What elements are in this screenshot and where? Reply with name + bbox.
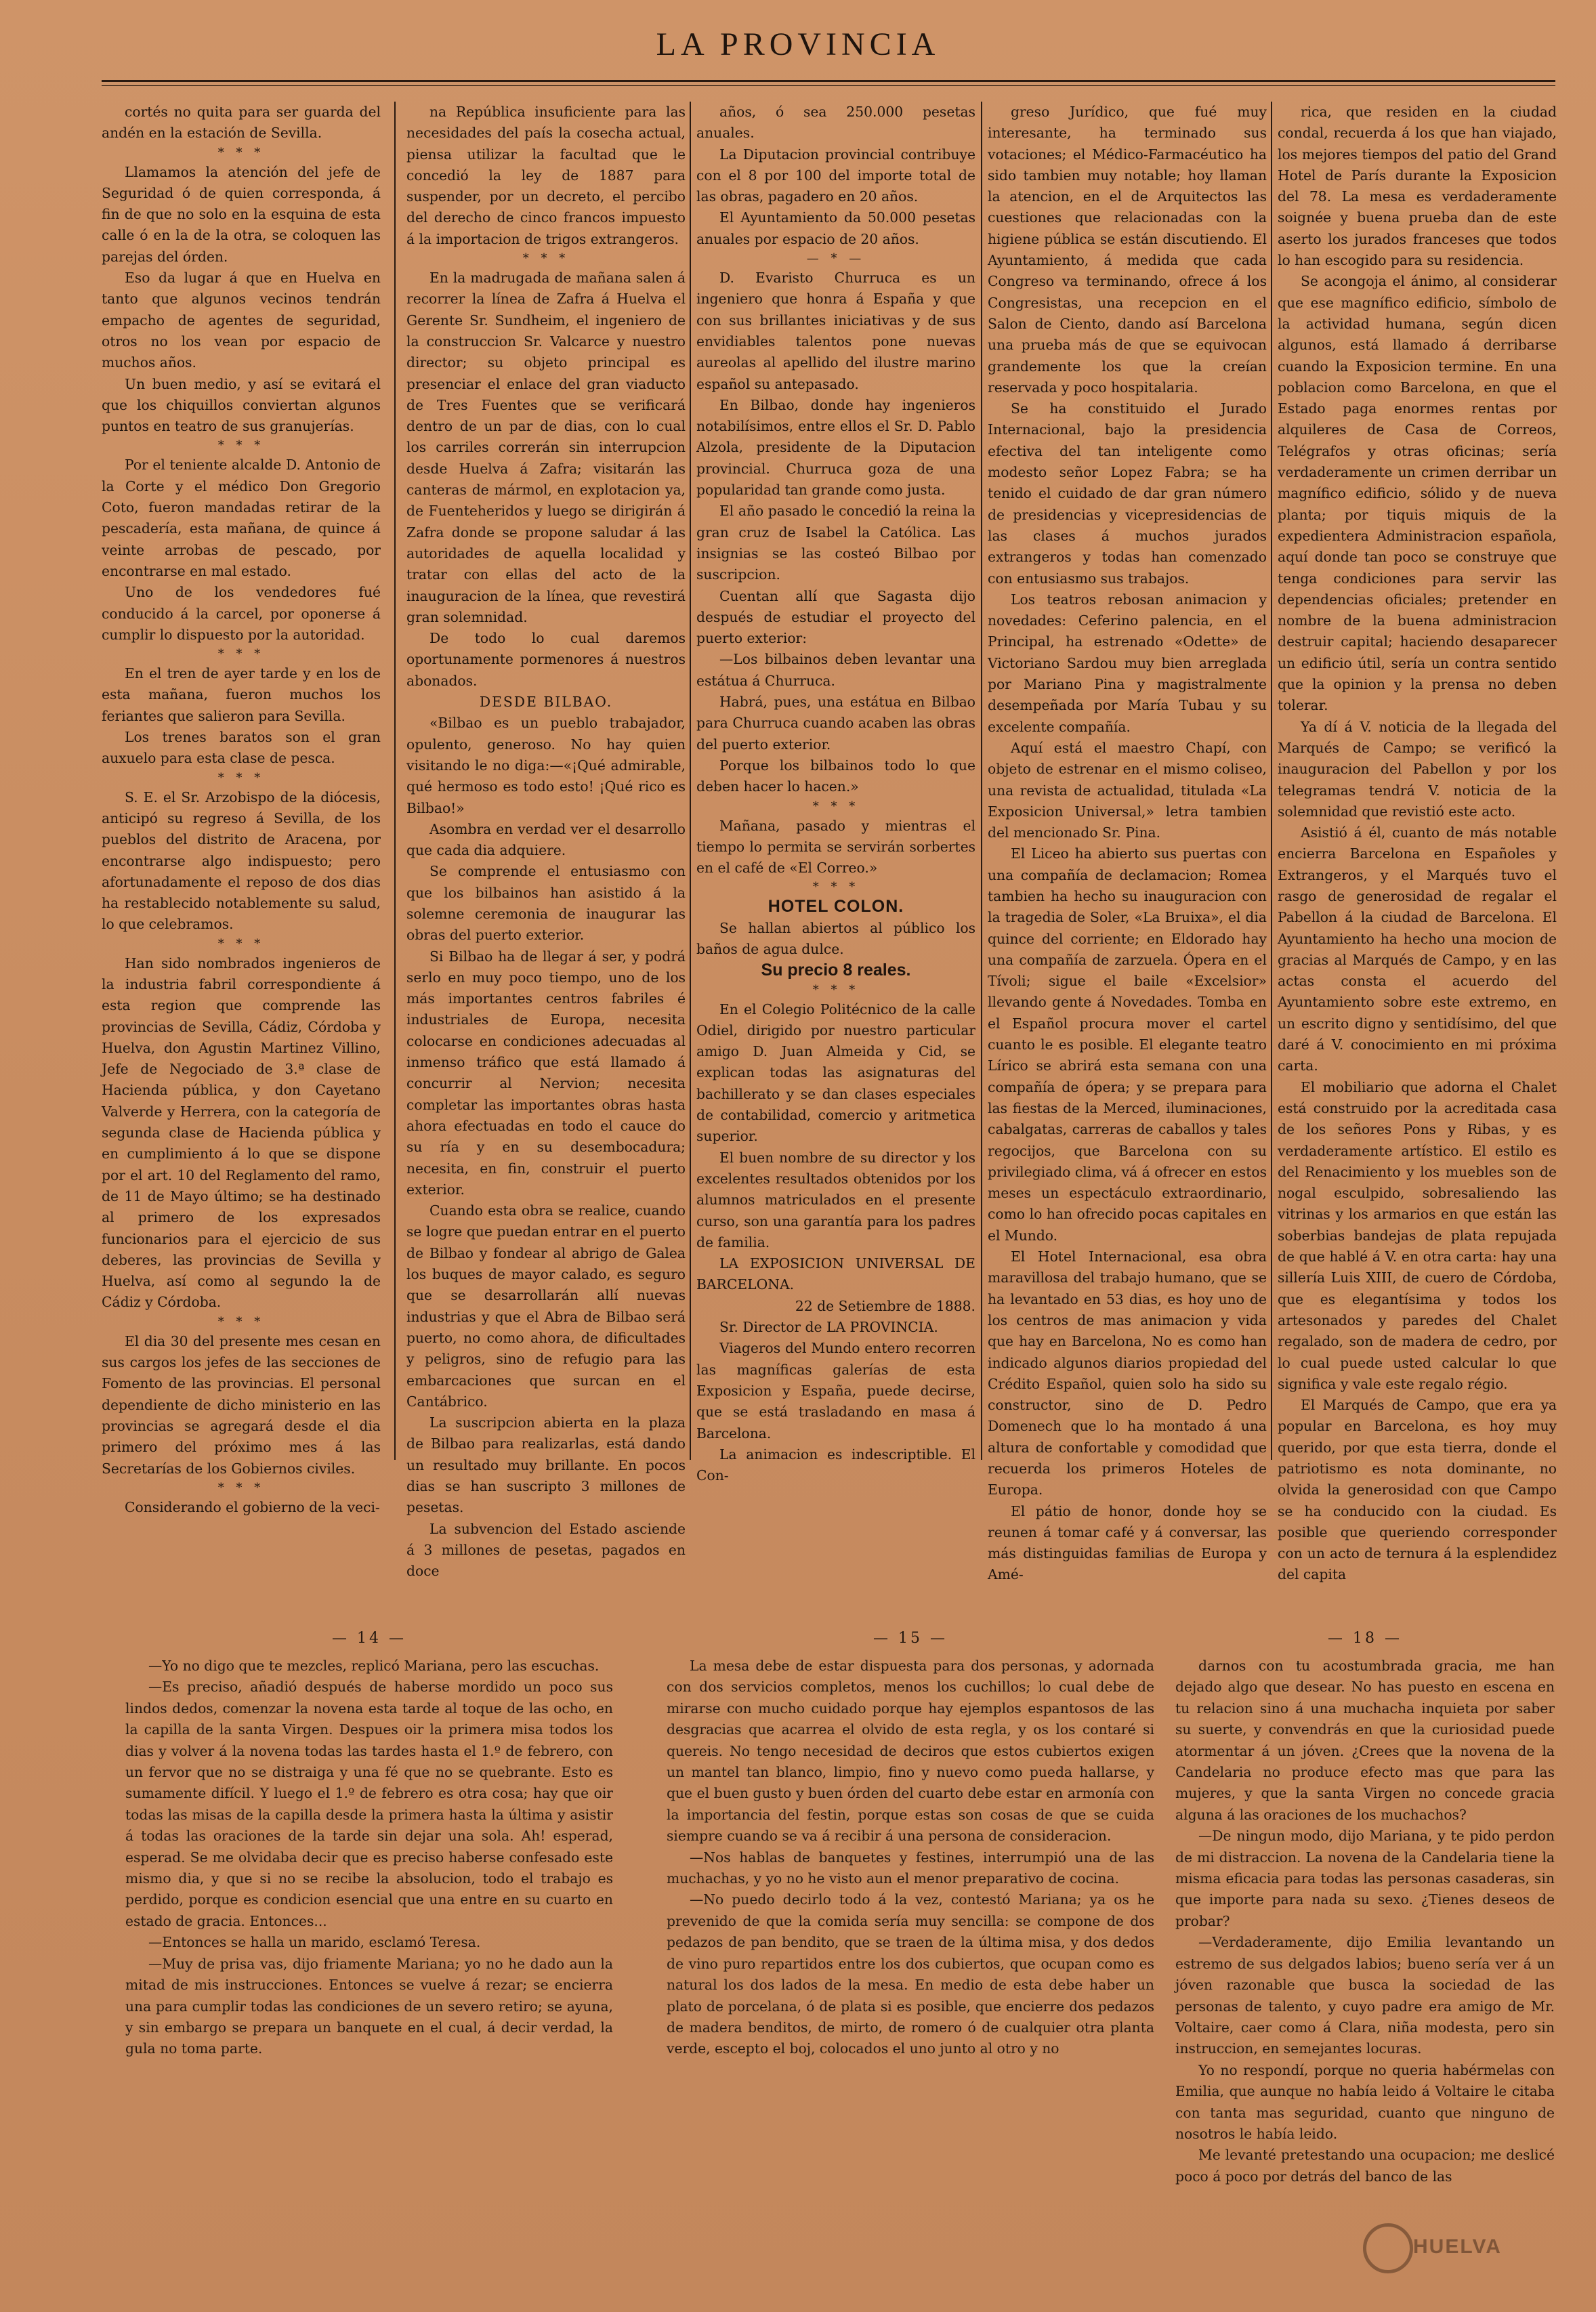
column-paragraph: El Liceo ha abierto sus puertas con una compañía de declamacion; Romea tambien ha hecho su inauguracion con la tragedia de Soler, «La Bruixa», el dia quince del corriente; en Eldorado hay una compañía de zarzuela. Ópera en el Tívoli; sigue el baile «Excelsior» llevando gente á Novedades. Tomba en el Español procura mover el cartel cuanto le es posible. El elegante teatro Lírico se abrirá esta semana con una compañía de ópera; y se prepara para las fiestas de la Merced, iluminaciones, cabalgatas, carreras de caballos y tales regocijos, que Barcelona con su privilegiado clima, vá á ofrecer en estos meses un espectáculo extraordinario, como lo han ofrecido pocas capitales en el Mundo. <box>988 845 1267 1244</box>
column-paragraph: La subvencion del Estado asciende á 3 millones de pesetas, pagados en doce <box>406 1520 686 1580</box>
archive-seal-icon <box>1363 2223 1413 2273</box>
column-paragraph: Cuando esta obra se realice, cuando se logre que puedan entrar en el puerto de Bilbao y fondear al abrigo de Galea los buques de mayor calado, es seguro que se desarrollarán allí nuevas industrias y que el Abra de Bilbao será puerto, no como ahora, de dificultades y peligros, sino de refugio para las embarcaciones que surcan en el Cantábrico. <box>406 1202 686 1410</box>
column-paragraph: Eso da lugar á que en Huelva en tanto que algunos vecinos tendrán empacho de agentes de seguridad, otros no los vean por espacio de muchos años. <box>102 270 381 371</box>
column-paragraph: Mañana, pasado y mientras el tiempo lo permita se servirán sorbertes en el café de «El Correo.» <box>696 817 975 877</box>
folletin-paragraph: —Muy de prisa vas, dijo friamente Mariana; yo no he dado aun la mitad de mis instrucciones. Entonces se vuelve á rezar; se encierra una para cumplir todas las condiciones de un severo retiro; se ayuna, y sin embargo se prepara un banquete en el cual, á decir verdad, la gula no toma parte. <box>125 1955 613 2057</box>
column-paragraph: El mobiliario que adorna el Chalet está construido por la acreditada casa de los señores Pons y Ribas, y es verdaderamente artístico. El estilo es del Renacimiento y los muebles son de nogal esculpido, sobresaliendo las vitrinas y los armarios en que están las soberbias bandejas de plata repujada de que hablé á V. en otra carta: hay una sillería Luis XIII, de cuero de Córdoba, que es elegantísima y todos los artesonados y paredes del Chalet regalado, son de madera de cedro, por lo cual puede usted calcular lo que significa y vale este regalo régio. <box>1278 1078 1557 1392</box>
column-paragraph: Asistió á él, cuanto de más notable encierra Barcelona en Españoles y Extrangeros, y el Marqués tuvo el rasgo de generosidad de regalar el Pabellon á la ciudad de Barcelona. El Ayuntamiento ha hecho una mocion de gracias al Marqués de Campo, y en las actas consta el acuerdo del Ayuntamiento sobre este extremo, en un escrito digno y sentidísimo, del que daré á V. conocimiento en mi próxima carta. <box>1278 824 1557 1074</box>
column-paragraph: El Ayuntamiento da 50.000 pesetas anuales por espacio de 20 años. <box>696 209 975 247</box>
folletin-paragraph: La mesa debe de estar dispuesta para dos personas, y adornada con dos servicios completos, menos los cuchillos; lo cual debe de mirarse con mucho cuidado porque hay ejemplos espantosos de las desgracias que acarrea el olvido de esta regla, y os los contaré si quereis. No tengo necesidad de deciros que estos cubiertos exigen un mantel tan blanco, limpio, fino y nuevo como pueda hallarse, y que el buen gusto y buen órden del cuarto debe estar en armonía con la importancia del festin, porque estas son cosas de que se cuida siempre cuando se va á recibir á una persona de consideracion. <box>667 1658 1154 1845</box>
column-paragraph: «Bilbao es un pueblo trabajador, opulento, generoso. No hay quien visitando le no diga:—«¡Qué admirable, qué hermoso es todo esto! ¡Qué rico es Bilbao!» <box>406 715 686 816</box>
column-paragraph: El año pasado le concedió la reina la gran cruz de Isabel la Católica. Las insignias se las costeó Bilbao por suscripcion. <box>696 503 975 583</box>
folletin-page-15 <box>667 1627 1154 2312</box>
column-paragraph: El dia 30 del presente mes cesan en sus cargos los jefes de las secciones de Fomento de las provincias. El personal dependiente de dicho ministerio en las provincias se agregará desde el dia primero del próximo mes á las Secretarías de los Gobiernos civiles. <box>102 1332 381 1477</box>
column-paragraph: Se comprende el entusiasmo con que los bilbainos han asistido á la solemne ceremonia de inaugurar las obras del puerto exterior. <box>406 863 686 944</box>
folletin-paragraph: darnos con tu acostumbrada gracia, me han dejado algo que desear. No has puesto en escena en tu relacion sino á una muchacha inquieta por saber su suerte, y convendrás en que la curiosidad puede atormentar á un jóven. ¿Crees que la novena de la Candelaria no produce efecto mas que para las mujeres, y que la santa Virgen no concede gracia alguna á las oraciones de los muchachos? <box>1175 1658 1555 1823</box>
page-fold-band <box>0 1469 1596 1624</box>
column-paragraph: Uno de los vendedores fué conducido á la carcel, por oponerse á cumplir lo dispuesto por la autoridad. <box>102 584 381 643</box>
column-paragraph: Sr. Director de LA PROVINCIA. <box>719 1319 938 1336</box>
column-paragraph: En Bilbao, donde hay ingenieros notabilísimos, entre ellos el Sr. D. Pablo Alzola, presidente de la Diputacion provincial. Churruca goza de una popularidad tan grande como justa. <box>696 396 975 499</box>
column-paragraph: * * * <box>217 936 265 951</box>
column-paragraph: * * * <box>812 880 860 895</box>
column-paragraph: * * * <box>217 145 265 160</box>
folletin-paragraph: —Es preciso, añadió después de haberse mordido un poco sus lindos dedos, comenzar la novena esta tarde al toque de las ocho, en la capilla de la santa Virgen. Despues oir la primera misa todos los dias y volver á la novena todas las tardes hasta el 1.º de febrero, con un fervor que no se distraiga y una fé que no se quebrante. Esto es sumamente difícil. Y luego el 1.º de febrero es otra cosa; hay que oir todas las misas de la capilla desde la primera hasta la última y asistir á todas las oraciones de la tarde sin dejar una sola. Ah! esperad, esperad. Se me olvidaba decir que es preciso haberse confesado este mismo dia, y que si no se recibe la absolucion, todo el trabajo es perdido, porque es condicion esencial que una entre en su cuarto en estado de gracia. Entonces... <box>125 1679 613 1929</box>
column-paragraph: HOTEL COLON. <box>768 897 904 917</box>
column-paragraph: 22 de Setiembre de 1888. <box>795 1297 975 1314</box>
column-paragraph: rica, que residen en la ciudad condal, recuerda á los que han viajado, los mejores tiempos del patio del Grand Hotel de París durante la Exposicion del 78. La mesa es verdaderamente soignée y buena prueba dan de este aserto los jurados franceses que todos lo han escogido para su residencia. <box>1278 104 1557 269</box>
column-paragraph: Aquí está el maestro Chapí, con objeto de estrenar en el mismo coliseo, una revista de actualidad, titulada «La Exposicion Universal,» letra tambien del mencionado Sr. Pina. <box>988 739 1267 841</box>
column-paragraph: Ya dí á V. noticia de la llegada del Marqués de Campo; se verificó la inauguracion del Pabellon y por los telegramas tendrá V. noticia de la solemnidad que revistió este acto. <box>1278 718 1557 820</box>
masthead-rule <box>102 80 1555 82</box>
column-paragraph: años, ó sea 250.000 pesetas anuales. <box>696 104 975 142</box>
column-paragraph: Por el teniente alcalde D. Antonio de la Corte y el médico Don Gregorio Coto, fueron mandadas retirar de la pescadería, esta mañana, de quince á veinte arrobas de pescado, por encontrarse en mal estado. <box>102 457 381 579</box>
column-paragraph: * * * <box>217 438 265 453</box>
column-divider <box>394 102 396 1460</box>
column-3 <box>696 102 975 1484</box>
column-paragraph: * * * <box>217 647 265 662</box>
column-paragraph: La suscripcion abierta en la plaza de Bilbao para realizarlas, está dando un resultado muy brillante. En pocos dias se han suscripto 3 millones de pesetas. <box>406 1414 686 1516</box>
column-paragraph: De todo lo cual daremos oportunamente pormenores á nuestros abonados. <box>406 630 686 689</box>
column-paragraph: Se ha constituido el Jurado Internacional, bajo la presidencia efectiva del tan inteligente como modesto señor Lopez Fabra; se ha tenido el cuidado de dar gran número de presidencias y vicepresidencias de las clases á muchos jurados extrangeros y todas han comenzado con entusiasmo sus trabajos. <box>988 400 1267 587</box>
folletin-paragraph: —No puedo decirlo todo á la vez, contestó Mariana; ya os he prevenido de que la comida sería muy sencilla: se compone de dos pedazos de pan bendito, que se traen de la última misa, y dos dedos de vino puro repartidos entre los dos cubiertos, que ocupan como es natural los dos lados de la mesa. En medio de esta debe haber un plato de porcelana, ó de plata si es posible, que encierre dos pedazos de madera benditos, de mirto, de romero ó de cualquier otra planta verde, escepto el boj, colocados el uno junto al otro y no <box>667 1891 1154 2057</box>
column-5 <box>1278 102 1557 1583</box>
column-paragraph: —Los bilbainos deben levantar una estátua á Churruca. <box>696 651 975 689</box>
folletin-page-14 <box>125 1627 613 2312</box>
column-paragraph: Si Bilbao ha de llegar á ser, y podrá serlo en muy poco tiempo, uno de los más importantes centros fabriles é industriales de Europa, necesita colocarse en condiciones adecuadas al inmenso tráfico que está llamado á concurrir al Nervion; necesita completar las importantes obras hasta ahora efectuadas en todo el cauce do su ría y en su desembocadura; necesita, en fin, construir el puerto exterior. <box>406 948 686 1198</box>
column-1 <box>102 102 381 1515</box>
column-paragraph: * * * <box>217 770 265 785</box>
column-paragraph: Cuentan allí que Sagasta dijo después de estudiar el proyecto del puerto exterior: <box>696 587 975 647</box>
folletin-paragraph: —Verdaderamente, dijo Emilia levantando un estremo de sus delgados labios; bueno sería ver á un jóven razonable que busca la sociedad de las personas de talento, y cuyo padre era amigo de Mr. Voltaire, caer como á Clara, niña modesta, pero sin instruccion, en semejantes locuras. <box>1175 1934 1555 2057</box>
column-4 <box>988 102 1267 1583</box>
folletin-paragraph: —De ningun modo, dijo Mariana, y te pido perdon de mi distraccion. La novena de la Candelaria tiene la misma eficacia para todas las personas casaderas, sin que importe para nada su sexo. ¿Tienes deseos de probar? <box>1175 1828 1555 1929</box>
page-number: — 18 — <box>1328 1630 1402 1647</box>
column-paragraph: Asombra en verdad ver el desarrollo que cada dia adquiere. <box>406 820 686 859</box>
column-paragraph: En el tren de ayer tarde y en los de esta mañana, fueron muchos los feriantes que salieron para Sevilla. <box>102 665 381 724</box>
column-paragraph: Habrá, pues, una estátua en Bilbao para Churruca cuando acaben las obras del puerto exterior. <box>696 694 975 753</box>
column-paragraph: Se acongoja el ánimo, al considerar que ese magnífico edificio, símbolo de la actividad humana, según dicen algunos, está llamado á derribarse cuando la Exposicion termine. En una poblacion como Barcelona, en que el Estado paga enormes rentas por alquileres de Casa de Correos, Telégrafos y otras oficinas; sería verdaderamente un crimen derribar un magnífico edificio, sólido y de nueva planta; por tiquis miquis de la expedientera Administracion española, aquí donde tan poco se construye que tenga condiciones para servir las dependencias oficiales; pretender en nombre de la buena administracion destruir capital; haciendo desaparecer un edificio útil, sería un contra sentido que la opinion y la prensa no deben tolerar. <box>1278 273 1557 714</box>
column-paragraph: * * * <box>812 799 860 814</box>
column-paragraph: Un buen medio, y así se evitará el que los chiquillos conviertan algunos puntos en teatro de sus granujerías. <box>102 375 381 435</box>
column-paragraph: S. E. el Sr. Arzobispo de la diócesis, anticipó su regreso á Sevilla, de los pueblos del distrito de Aracena, por encontrarse algo indispuesto; pero afortunadamente el reposo de dos dias ha restablecido notablemente su salud, lo que celebramos. <box>102 789 381 933</box>
column-paragraph: cortés no quita para ser guarda del andén en la estación de Sevilla. <box>102 104 381 142</box>
column-paragraph: LA EXPOSICION UNIVERSAL DE BARCELONA. <box>696 1255 975 1293</box>
folletin-paragraph: Me levanté pretestando una ocupacion; me deslicé poco á poco por detrás del banco de las <box>1175 2147 1555 2185</box>
folletin-paragraph: —Nos hablas de banquetes y festines, interrumpió una de las muchachas, y yo no he visto aun el menor preparativo de cocina. <box>667 1849 1154 1887</box>
column-2 <box>406 102 686 1580</box>
column-divider <box>1271 102 1272 1460</box>
column-paragraph: D. Evaristo Churruca es un ingeniero que honra á España y que con sus brillantes iniciativas y de sus envidiables talentos pone nuevas aureolas al apellido del ilustre marino español su antepasado. <box>696 270 975 392</box>
column-paragraph: Viageros del Mundo entero recorren las magníficas galerías de esta Exposicion y España, puede decirse, que se está trasladando en masa á Barcelona. <box>696 1340 975 1442</box>
column-paragraph: La Diputacion provincial contribuye con el 8 por 100 del importe total de las obras, pagadero en 20 años. <box>696 146 975 205</box>
column-paragraph: En el Colegio Politécnico de la calle Odiel, dirigido por nuestro particular amigo D. Juan Almeida y Cid, se explican todas las asignaturas del bachillerato y se dan clases especiales de contabilidad, comercio y aritmetica superior. <box>696 1001 975 1145</box>
column-paragraph: La animacion es indescriptible. El Con- <box>696 1446 975 1484</box>
column-paragraph: El Marqués de Campo, que era ya popular en Barcelona, es hoy muy querido, por que esta tierra, donde el patriotismo es nota dominante, no olvida la generosidad con que Campo se ha conducido con la ciudad. Es posible que queriendo corresponder con un acto de ternura á la esplendidez del capita <box>1278 1397 1557 1583</box>
column-paragraph: Porque los bilbainos todo lo que deben hacer lo hacen.» <box>696 757 975 795</box>
column-paragraph: Su precio 8 reales. <box>761 961 911 980</box>
folletin-paragraph: —Entonces se halla un marido, esclamó Teresa. <box>148 1934 481 1951</box>
column-divider <box>981 102 982 1460</box>
column-paragraph: Se hallan abiertos al público los baños de agua dulce. <box>696 919 975 957</box>
folletin-paragraph: Yo no respondí, porque no queria habérmelas con Emilia, que aunque no había leido á Voltaire le citaba con tanta mas seguridad, cuanto que ninguno de nosotros le había leido. <box>1175 2061 1555 2142</box>
column-paragraph: El buen nombre de su director y los excelentes resultados obtenidos por los alumnos matriculados en el presente curso, son una garantía para los padres de familia. <box>696 1149 975 1250</box>
column-paragraph: Los trenes baratos son el gran auxuelo para esta clase de pesca. <box>102 729 381 767</box>
column-paragraph: Han sido nombrados ingenieros de la industria fabril correspondiente á esta region que comprende las provincias de Sevilla, Cádiz, Córdoba y Huelva, don Agustin Martinez Villino, Jefe de Negociado de 3.ª clase de Hacienda pública, y don Cayetano Valverde y Herrera, con la categoría de segunda clase de Hacienda pública y en cumplimiento á lo que se dispone por el art. 10 del Reglamento del ramo, de 11 de Mayo último; se ha destinado al primero de los expresados funcionarios para el ejercicio de sus deberes, las provincias de Sevilla y Huelva, así como al segundo la de Cádiz y Córdoba. <box>102 954 381 1311</box>
column-paragraph: El Hotel Internacional, esa obra maravillosa del trabajo humano, que se ha levantado en 53 dias, es hoy uno de los centros de mas animacion y vida que hay en Barcelona, No es como han indicado algunos diarios propiedad del Crédito Español, quien solo ha sido su constructor, sino de D. Pedro Domenech que lo ha montado á una altura de confortable y comodidad que recuerda los primeros Hoteles de Europa. <box>988 1248 1267 1498</box>
column-paragraph: DESDE BILBAO. <box>479 694 613 711</box>
column-paragraph: Los teatros rebosan animacion y novedades: Ceferino palencia, en el Principal, ha estrenado «Odette» de Victoriano Sardou muy bien arreglada por Mariano Pina y magistralmente desempeñada por María Tubau y su excelente compañía. <box>988 591 1267 735</box>
column-paragraph: na República insuficiente para las necesidades del país la cosecha actual, piensa utilizar la facultad que le concedió la ley de 1887 para suspender, por un decreto, el percibo del derecho de cinco francos impuesto á la importacion de trigos extrangeros. <box>406 104 686 247</box>
column-paragraph: — * — <box>806 251 866 266</box>
column-paragraph: * * * <box>812 982 860 997</box>
column-paragraph: greso Jurídico, que fué muy interesante, ha terminado sus votaciones; el Médico-Farmacéutico ha sido tambien muy notable; hoy llaman la atencion, en el de Arquitectos las cuestiones que relacionadas con la higiene pública se están discutiendo. El Ayuntamiento, á medida que cada Congreso va terminando, ofrece á los Congresistas, una recepcion en el Salon de Ciento, dando así Barcelona una prueba más de que se equivocan grandemente los que la creían reservada y poco hospitalaria. <box>988 104 1267 396</box>
page-number: — 14 — <box>332 1630 406 1647</box>
page-number: — 15 — <box>873 1630 948 1647</box>
folletin-paragraph: —Yo no digo que te mezcles, replicó Mariana, pero las escuchas. <box>148 1658 600 1674</box>
column-paragraph: * * * <box>217 1314 265 1329</box>
column-divider <box>690 102 691 1460</box>
folletin-page-18 <box>1175 1627 1555 2312</box>
column-paragraph: Considerando el gobierno de la veci- <box>125 1498 380 1515</box>
column-paragraph: * * * <box>217 1480 265 1495</box>
column-paragraph: El pátio de honor, donde hoy se reunen á tomar café y á conversar, las más distinguidas familias de Europa y Amé- <box>988 1502 1267 1583</box>
column-paragraph: * * * <box>522 251 570 266</box>
masthead-rule-thin <box>102 85 1555 86</box>
masthead: LA PROVINCIA <box>656 26 940 62</box>
column-paragraph: En la madrugada de mañana salen á recorrer la línea de Zafra á Huelva el Gerente Sr. Sundheim, el ingeniero de la construccion Sr. Valcarce y nuestro director; su objeto principal es presenciar el enlace del gran viaducto de Tres Fuentes que se verificará dentro de un par de dias, con lo cual los carriles correrán sin interrupcion desde Huelva á Zafra; visitarán las canteras de mármol, en explotacion ya, de Fuenteheridos y luego se dirigirán á Zafra donde se propone saludar á las autoridades de aquella localidad y tratar con ellas del acto de la inauguracion de la línea, que revestirá gran solemnidad. <box>406 270 686 625</box>
column-paragraph: Llamamos la atención del jefe de Seguridad ó de quien corresponda, á fin de que no solo en la esquina de esta calle ó en la de la otra, se coloquen las parejas del órden. <box>102 163 381 265</box>
archive-watermark: HUELVA <box>1413 2235 1502 2258</box>
